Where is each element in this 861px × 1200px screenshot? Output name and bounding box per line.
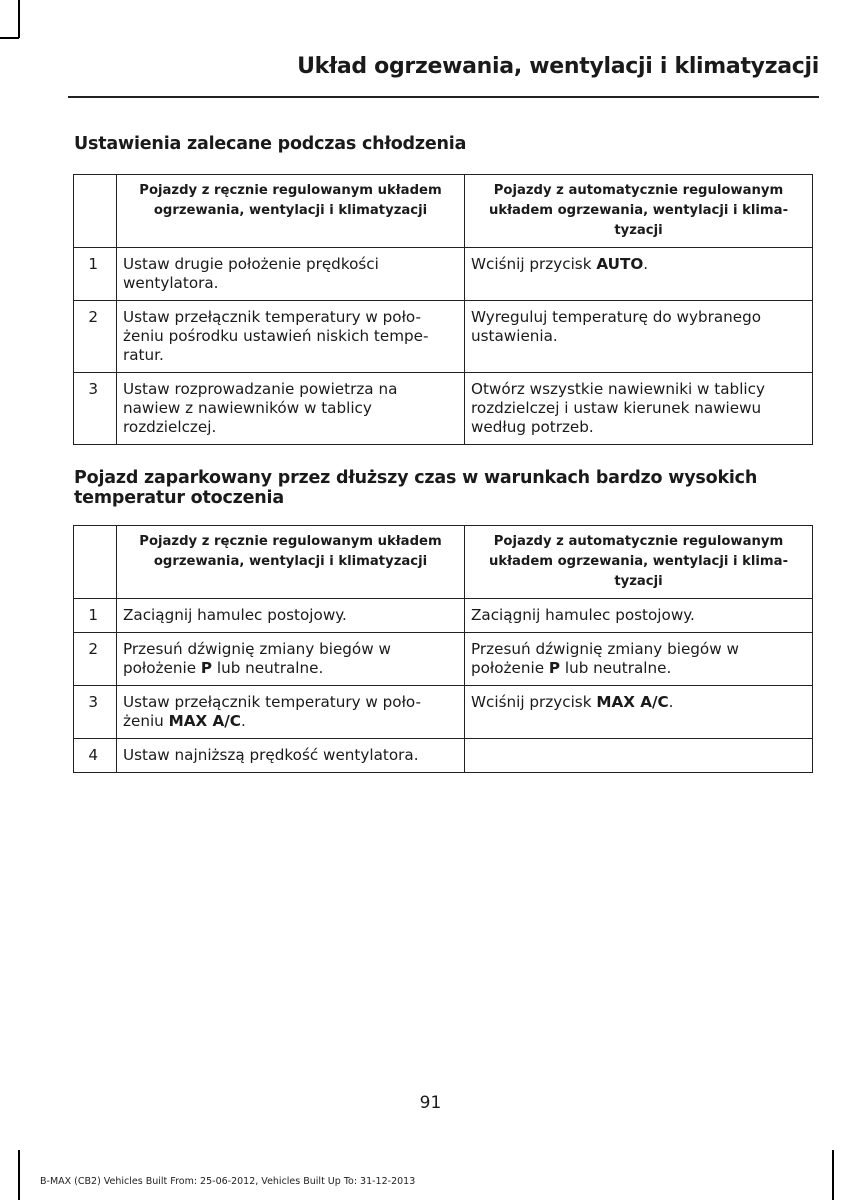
- parked-hot-table: [73, 525, 813, 773]
- table-row: [74, 739, 813, 773]
- manual-step-text-end: lub neutralne.: [212, 659, 324, 677]
- table-header-row: [74, 175, 813, 248]
- manual-step: Ustaw drugie położenie prędkości wentylatora.: [117, 248, 465, 301]
- table-row: [74, 633, 813, 686]
- table-row: [74, 686, 813, 739]
- column-header-auto: Pojazdy z automatycznie regulowanym układem ogrzewania, wentylacji i klima-tyzacji: [465, 526, 813, 599]
- crop-mark: [18, 1150, 20, 1200]
- manual-step: [117, 633, 465, 686]
- auto-step: [465, 633, 813, 686]
- manual-step-text: Ustaw przełącznik temperatury w poło-żeniu: [123, 693, 421, 730]
- crop-mark: [0, 37, 19, 39]
- manual-step-text: Przesuń dźwignię zmiany biegów w położenie: [123, 640, 391, 677]
- step-number: 3: [74, 686, 117, 739]
- manual-step: Ustaw rozprowadzanie powietrza na nawiew z nawiewników w tablicy rozdzielczej.: [117, 373, 465, 445]
- footer-vehicle-info: B-MAX (CB2) Vehicles Built From: 25-06-2012, Vehicles Built Up To: 31-12-2013: [40, 1176, 416, 1187]
- auto-step-text: Wciśnij przycisk: [471, 693, 597, 711]
- crop-mark: [832, 1150, 834, 1200]
- step-number: 1: [74, 248, 117, 301]
- section-title-cooling: Ustawienia zalecane podczas chłodzenia: [74, 134, 467, 154]
- auto-button-label: AUTO: [596, 255, 644, 273]
- section-title-parked-hot: Pojazd zaparkowany przez dłuższy czas w warunkach bardzo wysokich temperatur otoczenia: [74, 468, 758, 508]
- auto-step-text-end: .: [668, 693, 674, 711]
- column-header-manual: Pojazdy z ręcznie regulowanym układem ogrzewania, wentylacji i klimatyzacji: [117, 526, 465, 599]
- header-rule: [68, 96, 819, 98]
- table-header-row: [74, 526, 813, 599]
- table-row: [74, 599, 813, 633]
- gear-position-label: P: [548, 659, 561, 677]
- auto-step: Otwórz wszystkie nawiewniki w tablicy rozdzielczej i ustaw kierunek nawiewu według potrzeb.: [465, 373, 813, 445]
- step-number: 3: [74, 373, 117, 445]
- gear-position-label: P: [200, 659, 213, 677]
- header-blank-cell: [74, 526, 117, 599]
- auto-step: Zaciągnij hamulec postojowy.: [465, 599, 813, 633]
- cooling-settings-table: [73, 174, 813, 445]
- auto-step: Wyreguluj temperaturę do wybranego ustawienia.: [465, 301, 813, 373]
- max-ac-label: MAX A/C: [596, 693, 669, 711]
- table-row: [74, 301, 813, 373]
- page-header: Układ ogrzewania, wentylacji i klimatyzacji: [297, 54, 819, 79]
- auto-step-text: Wciśnij przycisk: [471, 255, 597, 273]
- header-blank-cell: [74, 175, 117, 248]
- step-number: 1: [74, 599, 117, 633]
- page-number: 91: [419, 1093, 442, 1113]
- manual-step: Zaciągnij hamulec postojowy.: [117, 599, 465, 633]
- manual-step: Ustaw przełącznik temperatury w poło-żeniu pośrodku ustawień niskich tempe-ratur.: [117, 301, 465, 373]
- auto-step: [465, 248, 813, 301]
- crop-mark: [18, 0, 20, 38]
- auto-step-text-end: .: [643, 255, 649, 273]
- auto-step: [465, 686, 813, 739]
- table-row: [74, 373, 813, 445]
- manual-step-text-end: .: [240, 712, 246, 730]
- step-number: 2: [74, 633, 117, 686]
- manual-step: Ustaw najniższą prędkość wentylatora.: [117, 739, 465, 773]
- manual-step: [117, 686, 465, 739]
- step-number: 4: [74, 739, 117, 773]
- auto-step-text: Przesuń dźwignię zmiany biegów w położenie: [471, 640, 739, 677]
- step-number: 2: [74, 301, 117, 373]
- auto-step-text-end: lub neutralne.: [560, 659, 672, 677]
- max-ac-label: MAX A/C: [168, 712, 241, 730]
- auto-step-empty: [465, 739, 813, 773]
- column-header-manual: Pojazdy z ręcznie regulowanym układem ogrzewania, wentylacji i klimatyzacji: [117, 175, 465, 248]
- table-row: [74, 248, 813, 301]
- column-header-auto: Pojazdy z automatycznie regulowanym układem ogrzewania, wentylacji i klima-tyzacji: [465, 175, 813, 248]
